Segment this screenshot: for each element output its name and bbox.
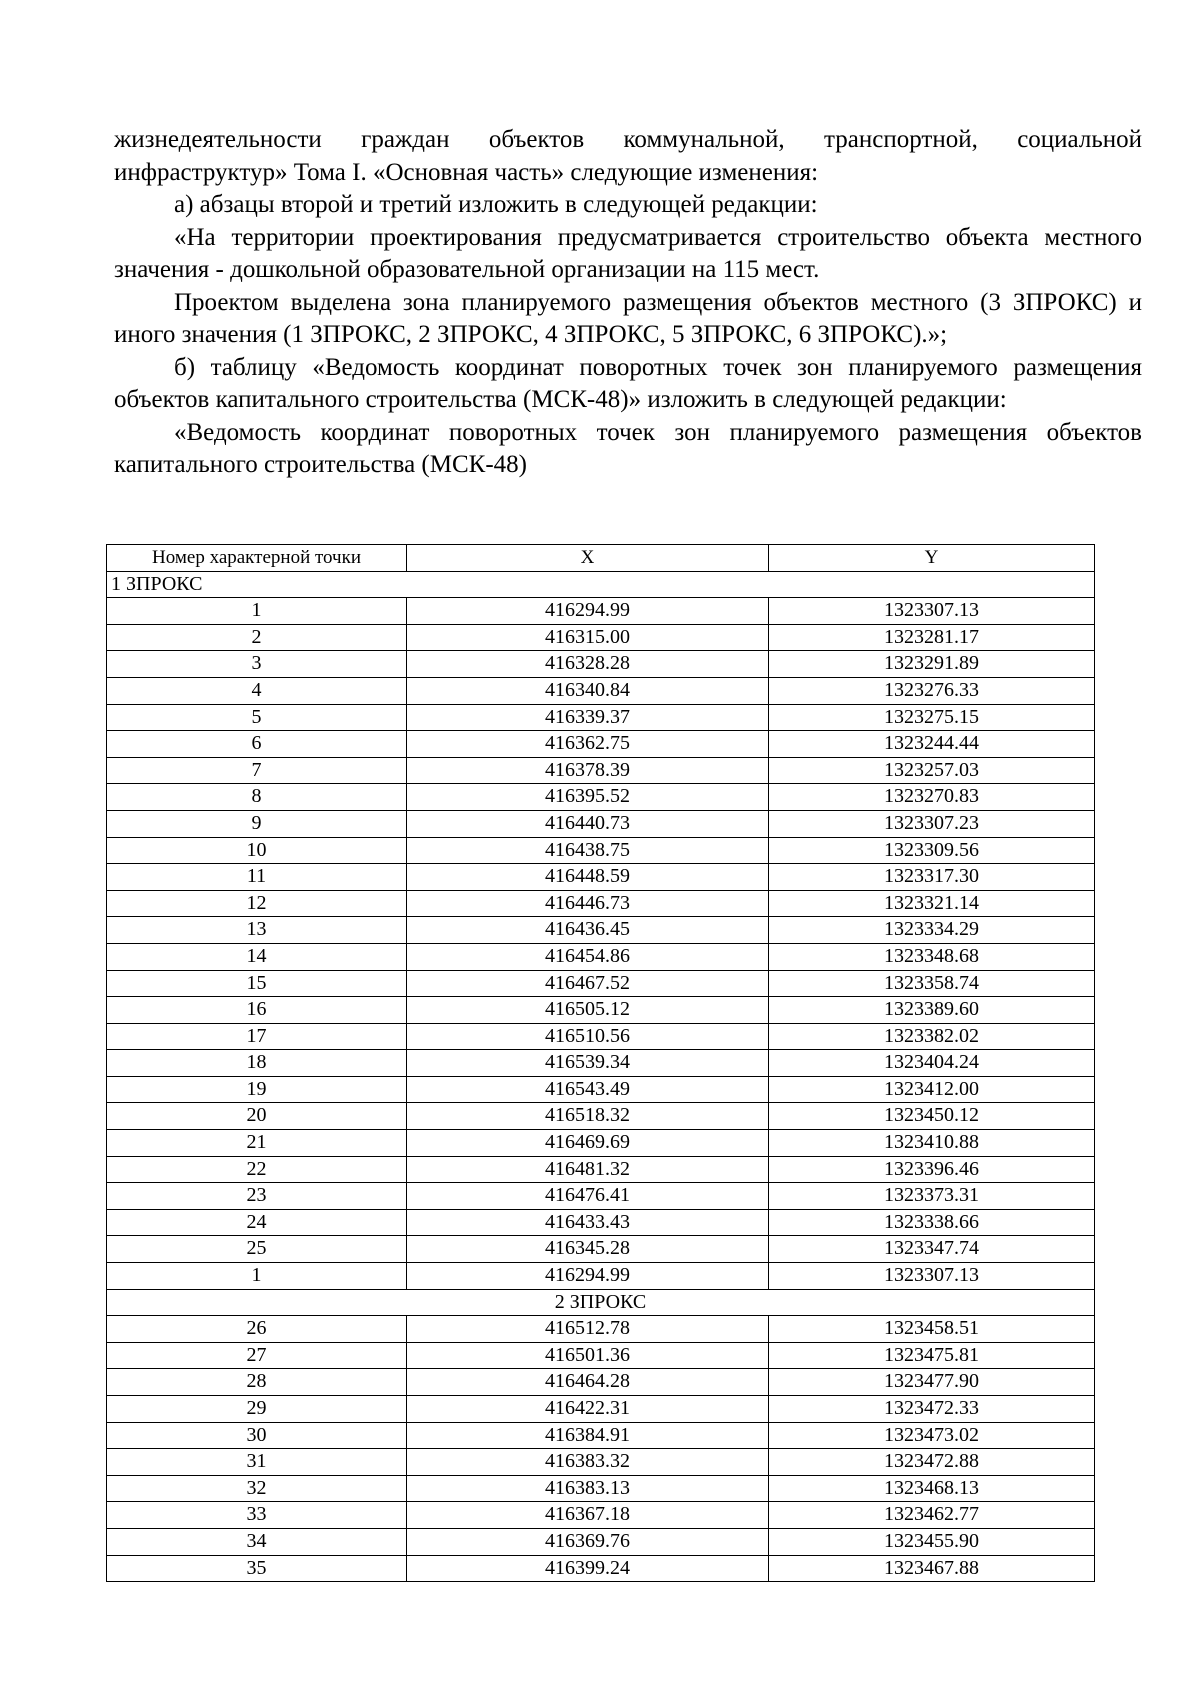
x-cell: 416339.37 [407,704,769,731]
x-cell: 416340.84 [407,677,769,704]
x-cell: 416481.32 [407,1156,769,1183]
x-cell: 416345.28 [407,1236,769,1263]
y-cell: 1323257.03 [769,757,1095,784]
table-row [107,757,1095,784]
x-cell: 416378.39 [407,757,769,784]
y-cell: 1323281.17 [769,624,1095,651]
y-cell: 1323450.12 [769,1103,1095,1130]
table-row [107,1449,1095,1476]
x-cell: 416399.24 [407,1555,769,1582]
y-cell: 1323389.60 [769,997,1095,1024]
point-number-cell: 1 [107,1263,407,1290]
table-row [107,731,1095,758]
group-label: 1 ЗПРОКС [107,571,1095,598]
table-group-row [107,1289,1095,1316]
table-row [107,624,1095,651]
point-number-cell: 17 [107,1023,407,1050]
point-number-cell: 32 [107,1475,407,1502]
point-number-cell: 12 [107,890,407,917]
x-cell: 416433.43 [407,1209,769,1236]
paragraph: Проектом выделена зона планируемого размещения объектов местного (3 ЗПРОКС) и иного значения (1 ЗПРОКС, 2 ЗПРОКС, 4 ЗПРОКС, 5 ЗПРОКС, 6 ЗПРОКС).»; [114,288,1142,348]
x-cell: 416448.59 [407,864,769,891]
point-number-cell: 19 [107,1076,407,1103]
y-cell: 1323410.88 [769,1130,1095,1157]
point-number-cell: 3 [107,651,407,678]
y-cell: 1323358.74 [769,970,1095,997]
y-cell: 1323373.31 [769,1183,1095,1210]
table-row [107,837,1095,864]
point-number-cell: 20 [107,1103,407,1130]
table-row [107,651,1095,678]
point-number-cell: 9 [107,810,407,837]
y-cell: 1323477.90 [769,1369,1095,1396]
table-row [107,1396,1095,1423]
y-cell: 1323462.77 [769,1502,1095,1529]
table-row [107,1369,1095,1396]
body-text [114,124,1142,482]
table-row [107,598,1095,625]
table-row [107,943,1095,970]
x-cell: 416440.73 [407,810,769,837]
paragraph: инфраструктур» Тома I. «Основная часть» следующие изменения: [114,158,819,186]
x-cell: 416464.28 [407,1369,769,1396]
table-group-row [107,571,1095,598]
x-cell: 416362.75 [407,731,769,758]
table-row [107,864,1095,891]
table-row [107,1342,1095,1369]
x-cell: 416518.32 [407,1103,769,1130]
table-row [107,1528,1095,1555]
x-cell: 416469.69 [407,1130,769,1157]
y-cell: 1323396.46 [769,1156,1095,1183]
point-number-cell: 16 [107,997,407,1024]
point-number-cell: 27 [107,1342,407,1369]
point-number-cell: 18 [107,1050,407,1077]
coordinates-table [106,544,1095,1582]
paragraph: а) абзацы второй и третий изложить в следующей редакции: [174,191,818,218]
y-cell: 1323473.02 [769,1422,1095,1449]
table-row [107,1076,1095,1103]
y-cell: 1323475.81 [769,1342,1095,1369]
point-number-cell: 26 [107,1316,407,1343]
x-cell: 416501.36 [407,1342,769,1369]
table-row [107,997,1095,1024]
x-cell: 416467.52 [407,970,769,997]
point-number-cell: 31 [107,1449,407,1476]
x-cell: 416446.73 [407,890,769,917]
point-number-cell: 28 [107,1369,407,1396]
table-row [107,784,1095,811]
x-cell: 416369.76 [407,1528,769,1555]
point-number-cell: 4 [107,677,407,704]
table-row [107,1130,1095,1157]
table-row [107,1236,1095,1263]
table-row [107,1263,1095,1290]
header-x: X [407,545,769,572]
point-number-cell: 33 [107,1502,407,1529]
x-cell: 416505.12 [407,997,769,1024]
point-number-cell: 6 [107,731,407,758]
point-number-cell: 11 [107,864,407,891]
point-number-cell: 2 [107,624,407,651]
x-cell: 416543.49 [407,1076,769,1103]
table-row [107,1103,1095,1130]
x-cell: 416436.45 [407,917,769,944]
x-cell: 416315.00 [407,624,769,651]
y-cell: 1323307.23 [769,810,1095,837]
x-cell: 416422.31 [407,1396,769,1423]
y-cell: 1323455.90 [769,1528,1095,1555]
paragraph: б) таблицу «Ведомость координат поворотных точек зон планируемого размещения объектов капитального строительства (МСК-48)» изложить в следующей редакции: [114,353,1142,413]
y-cell: 1323348.68 [769,943,1095,970]
x-cell: 416510.56 [407,1023,769,1050]
point-number-cell: 8 [107,784,407,811]
y-cell: 1323270.83 [769,784,1095,811]
point-number-cell: 23 [107,1183,407,1210]
point-number-cell: 35 [107,1555,407,1582]
y-cell: 1323467.88 [769,1555,1095,1582]
table-row [107,917,1095,944]
table-body [107,571,1095,1582]
y-cell: 1323307.13 [769,1263,1095,1290]
x-cell: 416328.28 [407,651,769,678]
y-cell: 1323309.56 [769,837,1095,864]
table-row [107,1555,1095,1582]
paragraph: «На территории проектирования предусматривается строительство объекта местного значения - дошкольной образовательной организации на 115 мест. [114,223,1142,283]
x-cell: 416438.75 [407,837,769,864]
group-label: 2 ЗПРОКС [107,1289,1095,1316]
y-cell: 1323404.24 [769,1050,1095,1077]
paragraph: «Ведомость координат поворотных точек зон планируемого размещения объектов капитального строительства (МСК-48) [114,418,1142,478]
point-number-cell: 13 [107,917,407,944]
x-cell: 416454.86 [407,943,769,970]
table-row [107,970,1095,997]
point-number-cell: 25 [107,1236,407,1263]
y-cell: 1323317.30 [769,864,1095,891]
paragraph: жизнедеятельности граждан объектов коммунальной, транспортной, социальной [114,126,1142,153]
point-number-cell: 1 [107,598,407,625]
y-cell: 1323276.33 [769,677,1095,704]
point-number-cell: 10 [107,837,407,864]
point-number-cell: 5 [107,704,407,731]
point-number-cell: 7 [107,757,407,784]
table-row [107,1023,1095,1050]
table-row [107,1316,1095,1343]
x-cell: 416476.41 [407,1183,769,1210]
x-cell: 416294.99 [407,1263,769,1290]
table-row [107,677,1095,704]
point-number-cell: 15 [107,970,407,997]
table-row [107,810,1095,837]
y-cell: 1323458.51 [769,1316,1095,1343]
header-y: Y [769,545,1095,572]
point-number-cell: 22 [107,1156,407,1183]
x-cell: 416512.78 [407,1316,769,1343]
table-row [107,1050,1095,1077]
y-cell: 1323472.88 [769,1449,1095,1476]
point-number-cell: 34 [107,1528,407,1555]
y-cell: 1323468.13 [769,1475,1095,1502]
y-cell: 1323307.13 [769,598,1095,625]
y-cell: 1323338.66 [769,1209,1095,1236]
x-cell: 416539.34 [407,1050,769,1077]
point-number-cell: 21 [107,1130,407,1157]
table-header-row [107,545,1095,572]
point-number-cell: 30 [107,1422,407,1449]
point-number-cell: 14 [107,943,407,970]
y-cell: 1323321.14 [769,890,1095,917]
y-cell: 1323412.00 [769,1076,1095,1103]
x-cell: 416294.99 [407,598,769,625]
x-cell: 416395.52 [407,784,769,811]
y-cell: 1323244.44 [769,731,1095,758]
x-cell: 416367.18 [407,1502,769,1529]
point-number-cell: 24 [107,1209,407,1236]
x-cell: 416383.32 [407,1449,769,1476]
table-row [107,890,1095,917]
y-cell: 1323291.89 [769,651,1095,678]
table-row [107,1183,1095,1210]
header-point-number: Номер характерной точки [107,545,407,572]
x-cell: 416383.13 [407,1475,769,1502]
y-cell: 1323334.29 [769,917,1095,944]
table-row [107,704,1095,731]
table-row [107,1502,1095,1529]
y-cell: 1323347.74 [769,1236,1095,1263]
table-row [107,1209,1095,1236]
y-cell: 1323472.33 [769,1396,1095,1423]
table-row [107,1422,1095,1449]
y-cell: 1323382.02 [769,1023,1095,1050]
point-number-cell: 29 [107,1396,407,1423]
y-cell: 1323275.15 [769,704,1095,731]
x-cell: 416384.91 [407,1422,769,1449]
table-row [107,1475,1095,1502]
table-row [107,1156,1095,1183]
